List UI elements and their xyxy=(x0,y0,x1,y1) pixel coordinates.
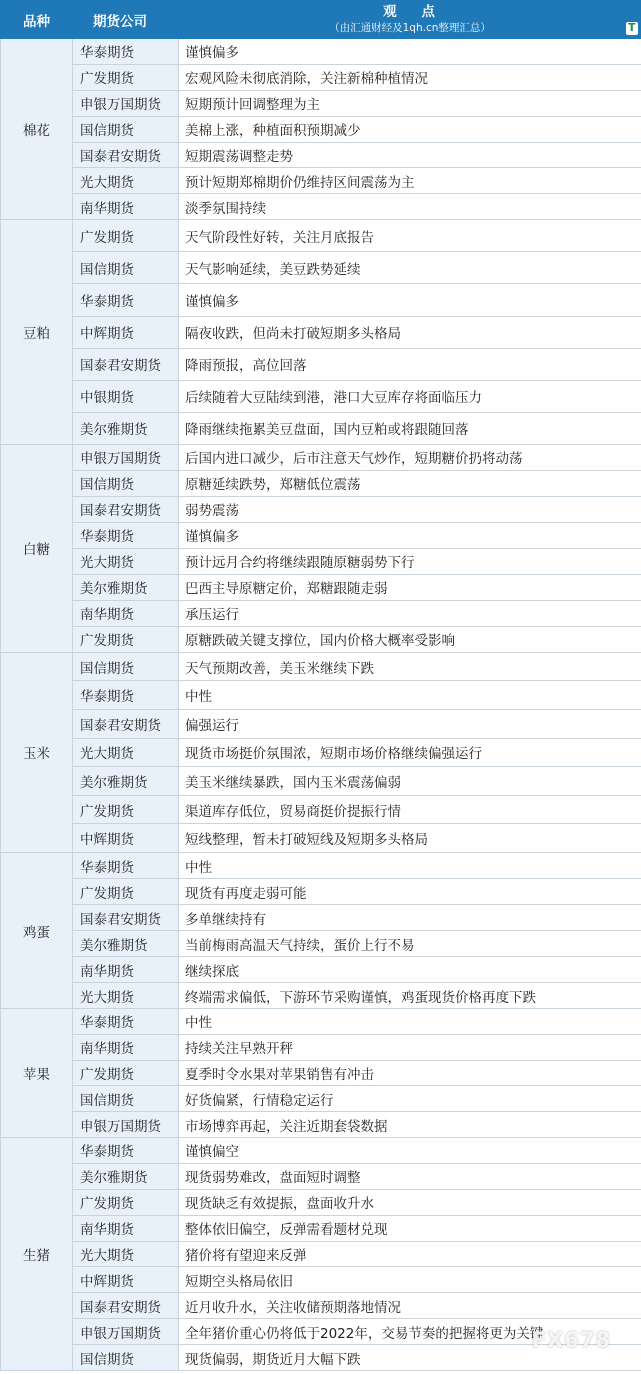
view-cell: 现货有再度走弱可能 xyxy=(179,879,641,905)
view-cell: 谨慎偏空 xyxy=(179,1138,641,1164)
table-row xyxy=(1,348,641,380)
company-cell: 中辉期货 xyxy=(73,1267,179,1293)
view-cell: 猪价将有望迎来反弹 xyxy=(179,1241,641,1267)
header-company: 期货公司 xyxy=(73,1,179,39)
company-cell: 华泰期货 xyxy=(73,1138,179,1164)
view-cell: 天气影响延续，美豆跌势延续 xyxy=(179,252,641,284)
watermark-logo: FX678 xyxy=(531,1328,611,1352)
company-cell: 华泰期货 xyxy=(73,853,179,879)
view-cell: 短期预计回调整理为主 xyxy=(179,90,641,116)
view-cell: 预计远月合约将继续跟随原糖弱势下行 xyxy=(179,548,641,574)
table-row xyxy=(1,1138,641,1164)
table-row xyxy=(1,710,641,739)
header-row xyxy=(1,1,641,39)
table-row xyxy=(1,1215,641,1241)
table-row xyxy=(1,1189,641,1215)
company-cell: 美尔雅期货 xyxy=(73,1163,179,1189)
table-row xyxy=(1,1034,641,1060)
company-cell: 南华期货 xyxy=(73,1034,179,1060)
company-cell: 国信期货 xyxy=(73,252,179,284)
table-row xyxy=(1,470,641,496)
company-cell: 国信期货 xyxy=(73,652,179,681)
variety-cell: 生猪 xyxy=(1,1138,73,1371)
view-cell: 中性 xyxy=(179,853,641,879)
view-cell: 后国内进口减少，后市注意天气炒作，短期糖价扔将动荡 xyxy=(179,444,641,470)
company-cell: 华泰期货 xyxy=(73,681,179,710)
view-cell: 市场博弈再起，关注近期套袋数据 xyxy=(179,1112,641,1138)
header-variety: 品种 xyxy=(1,1,73,39)
table-row xyxy=(1,905,641,931)
variety-cell: 玉米 xyxy=(1,652,73,852)
variety-cell: 白糖 xyxy=(1,444,73,652)
header-view-title: 观 点 xyxy=(383,4,445,20)
variety-cell: 鸡蛋 xyxy=(1,853,73,1009)
table-row xyxy=(1,1241,641,1267)
table-row xyxy=(1,824,641,853)
company-cell: 国信期货 xyxy=(73,116,179,142)
table-row xyxy=(1,444,641,470)
table-row xyxy=(1,252,641,284)
company-cell: 光大期货 xyxy=(73,168,179,194)
table-row xyxy=(1,220,641,252)
view-cell: 好货偏紧，行情稳定运行 xyxy=(179,1086,641,1112)
translate-icon[interactable] xyxy=(626,22,638,35)
view-cell: 弱势震荡 xyxy=(179,496,641,522)
view-cell: 近月收升水，关注收储预期落地情况 xyxy=(179,1293,641,1319)
company-cell: 光大期货 xyxy=(73,1241,179,1267)
view-cell: 隔夜收跌，但尚未打破短期多头格局 xyxy=(179,316,641,348)
table-row xyxy=(1,1086,641,1112)
table-row xyxy=(1,1163,641,1189)
view-cell: 中性 xyxy=(179,1009,641,1035)
view-cell: 整体依旧偏空，反弹需看题材兑现 xyxy=(179,1215,641,1241)
table-row xyxy=(1,767,641,796)
view-cell: 继续探底 xyxy=(179,957,641,983)
table-row xyxy=(1,548,641,574)
company-cell: 美尔雅期货 xyxy=(73,412,179,444)
view-cell: 原糖跌破关键支撑位，国内价格大概率受影响 xyxy=(179,626,641,652)
company-cell: 南华期货 xyxy=(73,600,179,626)
table-row xyxy=(1,681,641,710)
view-cell: 后续随着大豆陆续到港，港口大豆库存将面临压力 xyxy=(179,380,641,412)
company-cell: 申银万国期货 xyxy=(73,90,179,116)
table-row xyxy=(1,194,641,220)
company-cell: 华泰期货 xyxy=(73,284,179,316)
company-cell: 中辉期货 xyxy=(73,316,179,348)
view-cell: 全年猪价重心仍将低于2022年，交易节奏的把握将更为关键 xyxy=(179,1319,641,1345)
view-cell: 现货偏弱，期货近月大幅下跌 xyxy=(179,1345,641,1371)
table-row xyxy=(1,957,641,983)
company-cell: 国泰君安期货 xyxy=(73,1293,179,1319)
company-cell: 国信期货 xyxy=(73,1086,179,1112)
company-cell: 广发期货 xyxy=(73,626,179,652)
view-cell: 短线整理，暂未打破短线及短期多头格局 xyxy=(179,824,641,853)
view-cell: 终端需求偏低，下游环节采购谨慎，鸡蛋现货价格再度下跌 xyxy=(179,983,641,1009)
company-cell: 华泰期货 xyxy=(73,522,179,548)
view-cell: 现货弱势难改，盘面短时调整 xyxy=(179,1163,641,1189)
table-row xyxy=(1,574,641,600)
view-cell: 短期震荡调整走势 xyxy=(179,142,641,168)
table-row xyxy=(1,600,641,626)
variety-cell: 棉花 xyxy=(1,39,73,220)
view-cell: 巴西主导原糖定价，郑糖跟随走弱 xyxy=(179,574,641,600)
view-cell: 谨慎偏多 xyxy=(179,522,641,548)
table-row xyxy=(1,1060,641,1086)
table-row xyxy=(1,142,641,168)
view-cell: 短期空头格局依旧 xyxy=(179,1267,641,1293)
variety-cell: 豆粕 xyxy=(1,220,73,445)
view-cell: 天气阶段性好转，关注月底报告 xyxy=(179,220,641,252)
view-cell: 承压运行 xyxy=(179,600,641,626)
view-cell: 降雨继续拖累美豆盘面，国内豆粕或将跟随回落 xyxy=(179,412,641,444)
table-body xyxy=(1,39,641,1371)
company-cell: 南华期货 xyxy=(73,957,179,983)
view-cell: 淡季氛围持续 xyxy=(179,194,641,220)
company-cell: 国信期货 xyxy=(73,470,179,496)
view-cell: 现货市场挺价氛围浓，短期市场价格继续偏强运行 xyxy=(179,738,641,767)
view-cell: 预计短期郑棉期价仍维持区间震荡为主 xyxy=(179,168,641,194)
table-row xyxy=(1,284,641,316)
table-row xyxy=(1,380,641,412)
table-row xyxy=(1,738,641,767)
view-cell: 当前梅雨高温天气持续，蛋价上行不易 xyxy=(179,931,641,957)
company-cell: 广发期货 xyxy=(73,1060,179,1086)
company-cell: 申银万国期货 xyxy=(73,444,179,470)
company-cell: 国泰君安期货 xyxy=(73,496,179,522)
table-row xyxy=(1,853,641,879)
view-cell: 美棉上涨，种植面积预期减少 xyxy=(179,116,641,142)
company-cell: 光大期货 xyxy=(73,738,179,767)
company-cell: 国泰君安期货 xyxy=(73,142,179,168)
company-cell: 光大期货 xyxy=(73,983,179,1009)
company-cell: 广发期货 xyxy=(73,64,179,90)
company-cell: 申银万国期货 xyxy=(73,1319,179,1345)
company-cell: 广发期货 xyxy=(73,220,179,252)
view-cell: 原糖延续跌势，郑糖低位震荡 xyxy=(179,470,641,496)
table-row xyxy=(1,168,641,194)
table-row xyxy=(1,983,641,1009)
company-cell: 华泰期货 xyxy=(73,1009,179,1035)
company-cell: 南华期货 xyxy=(73,1215,179,1241)
view-cell: 渠道库存低位，贸易商挺价提振行情 xyxy=(179,795,641,824)
company-cell: 光大期货 xyxy=(73,548,179,574)
table-row xyxy=(1,90,641,116)
company-cell: 美尔雅期货 xyxy=(73,931,179,957)
view-cell: 多单继续持有 xyxy=(179,905,641,931)
table-row xyxy=(1,1267,641,1293)
table-row xyxy=(1,652,641,681)
view-cell: 持续关注早熟开秤 xyxy=(179,1034,641,1060)
table-row xyxy=(1,931,641,957)
company-cell: 国泰君安期货 xyxy=(73,348,179,380)
company-cell: 广发期货 xyxy=(73,879,179,905)
table-row xyxy=(1,795,641,824)
view-cell: 夏季时令水果对苹果销售有冲击 xyxy=(179,1060,641,1086)
view-cell: 降雨预报，高位回落 xyxy=(179,348,641,380)
view-cell: 天气预期改善，美玉米继续下跌 xyxy=(179,652,641,681)
table-row xyxy=(1,1293,641,1319)
company-cell: 中辉期货 xyxy=(73,824,179,853)
view-cell: 谨慎偏多 xyxy=(179,284,641,316)
table-row xyxy=(1,412,641,444)
company-cell: 国泰君安期货 xyxy=(73,710,179,739)
view-cell: 美玉米继续暴跌，国内玉米震荡偏弱 xyxy=(179,767,641,796)
view-cell: 宏观风险未彻底消除，关注新棉种植情况 xyxy=(179,64,641,90)
view-cell: 谨慎偏多 xyxy=(179,39,641,65)
variety-cell: 苹果 xyxy=(1,1009,73,1138)
company-cell: 美尔雅期货 xyxy=(73,767,179,796)
table-row xyxy=(1,116,641,142)
table-row xyxy=(1,522,641,548)
table-row xyxy=(1,496,641,522)
table-row xyxy=(1,64,641,90)
company-cell: 中银期货 xyxy=(73,380,179,412)
table-row xyxy=(1,316,641,348)
table-row xyxy=(1,1112,641,1138)
header-view-subtitle: （由汇通财经及1qh.cn整理汇总） xyxy=(329,22,491,34)
company-cell: 国泰君安期货 xyxy=(73,905,179,931)
company-cell: 华泰期货 xyxy=(73,39,179,65)
table-row xyxy=(1,879,641,905)
view-cell: 中性 xyxy=(179,681,641,710)
view-cell: 偏强运行 xyxy=(179,710,641,739)
table-row xyxy=(1,1009,641,1035)
company-cell: 申银万国期货 xyxy=(73,1112,179,1138)
view-cell: 现货缺乏有效提振，盘面收升水 xyxy=(179,1189,641,1215)
company-cell: 广发期货 xyxy=(73,1189,179,1215)
table-row xyxy=(1,39,641,65)
company-cell: 美尔雅期货 xyxy=(73,574,179,600)
header-view xyxy=(179,1,641,39)
company-cell: 广发期货 xyxy=(73,795,179,824)
company-cell: 南华期货 xyxy=(73,194,179,220)
table-row xyxy=(1,626,641,652)
company-cell: 国信期货 xyxy=(73,1345,179,1371)
